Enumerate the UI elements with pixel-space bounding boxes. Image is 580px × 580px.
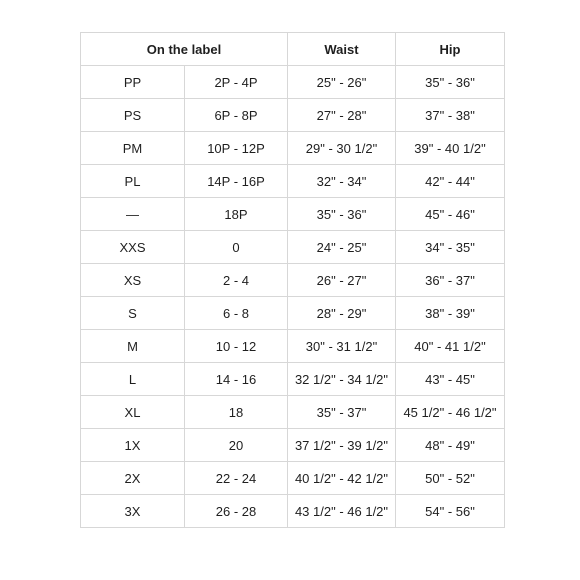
size-number-cell: 2P - 4P <box>185 66 288 99</box>
hip-cell: 34" - 35" <box>396 231 505 264</box>
waist-cell: 25" - 26" <box>288 66 396 99</box>
size-label-cell: 2X <box>81 462 185 495</box>
hip-cell: 35" - 36" <box>396 66 505 99</box>
waist-cell: 26" - 27" <box>288 264 396 297</box>
table-row <box>81 363 505 396</box>
table-row <box>81 132 505 165</box>
hip-cell: 37" - 38" <box>396 99 505 132</box>
size-number-cell: 20 <box>185 429 288 462</box>
hip-cell: 42" - 44" <box>396 165 505 198</box>
hip-cell: 50" - 52" <box>396 462 505 495</box>
size-number-cell: 6 - 8 <box>185 297 288 330</box>
table-row <box>81 330 505 363</box>
hip-cell: 54" - 56" <box>396 495 505 528</box>
size-label-cell: XXS <box>81 231 185 264</box>
hip-cell: 36" - 37" <box>396 264 505 297</box>
hip-cell: 45 1/2" - 46 1/2" <box>396 396 505 429</box>
table-row <box>81 396 505 429</box>
table-row <box>81 198 505 231</box>
table-row <box>81 495 505 528</box>
header-on-the-label: On the label <box>81 33 288 66</box>
size-number-cell: 26 - 28 <box>185 495 288 528</box>
size-label-cell: PL <box>81 165 185 198</box>
table-row <box>81 99 505 132</box>
size-number-cell: 18P <box>185 198 288 231</box>
waist-cell: 43 1/2" - 46 1/2" <box>288 495 396 528</box>
size-label-cell: PS <box>81 99 185 132</box>
table-header-row <box>81 33 505 66</box>
size-label-cell: PM <box>81 132 185 165</box>
size-label-cell: — <box>81 198 185 231</box>
table-row <box>81 297 505 330</box>
table-row <box>81 429 505 462</box>
waist-cell: 27" - 28" <box>288 99 396 132</box>
size-label-cell: XS <box>81 264 185 297</box>
waist-cell: 29" - 30 1/2" <box>288 132 396 165</box>
size-label-cell: M <box>81 330 185 363</box>
header-hip: Hip <box>396 33 505 66</box>
hip-cell: 48" - 49" <box>396 429 505 462</box>
hip-cell: 38" - 39" <box>396 297 505 330</box>
waist-cell: 32 1/2" - 34 1/2" <box>288 363 396 396</box>
size-label-cell: PP <box>81 66 185 99</box>
size-chart-table <box>80 32 505 528</box>
size-number-cell: 10P - 12P <box>185 132 288 165</box>
hip-cell: 45" - 46" <box>396 198 505 231</box>
table-row <box>81 462 505 495</box>
size-number-cell: 6P - 8P <box>185 99 288 132</box>
waist-cell: 40 1/2" - 42 1/2" <box>288 462 396 495</box>
waist-cell: 32" - 34" <box>288 165 396 198</box>
size-number-cell: 10 - 12 <box>185 330 288 363</box>
hip-cell: 43" - 45" <box>396 363 505 396</box>
hip-cell: 40" - 41 1/2" <box>396 330 505 363</box>
waist-cell: 35" - 36" <box>288 198 396 231</box>
waist-cell: 24" - 25" <box>288 231 396 264</box>
header-waist: Waist <box>288 33 396 66</box>
size-number-cell: 14 - 16 <box>185 363 288 396</box>
waist-cell: 35" - 37" <box>288 396 396 429</box>
size-number-cell: 14P - 16P <box>185 165 288 198</box>
table-row <box>81 66 505 99</box>
table-row <box>81 165 505 198</box>
hip-cell: 39" - 40 1/2" <box>396 132 505 165</box>
table-body <box>81 66 505 528</box>
size-number-cell: 18 <box>185 396 288 429</box>
size-label-cell: 3X <box>81 495 185 528</box>
table-row <box>81 264 505 297</box>
waist-cell: 28" - 29" <box>288 297 396 330</box>
size-label-cell: L <box>81 363 185 396</box>
waist-cell: 37 1/2" - 39 1/2" <box>288 429 396 462</box>
table-row <box>81 231 505 264</box>
size-label-cell: XL <box>81 396 185 429</box>
size-label-cell: S <box>81 297 185 330</box>
size-number-cell: 22 - 24 <box>185 462 288 495</box>
waist-cell: 30" - 31 1/2" <box>288 330 396 363</box>
size-label-cell: 1X <box>81 429 185 462</box>
size-number-cell: 0 <box>185 231 288 264</box>
size-number-cell: 2 - 4 <box>185 264 288 297</box>
